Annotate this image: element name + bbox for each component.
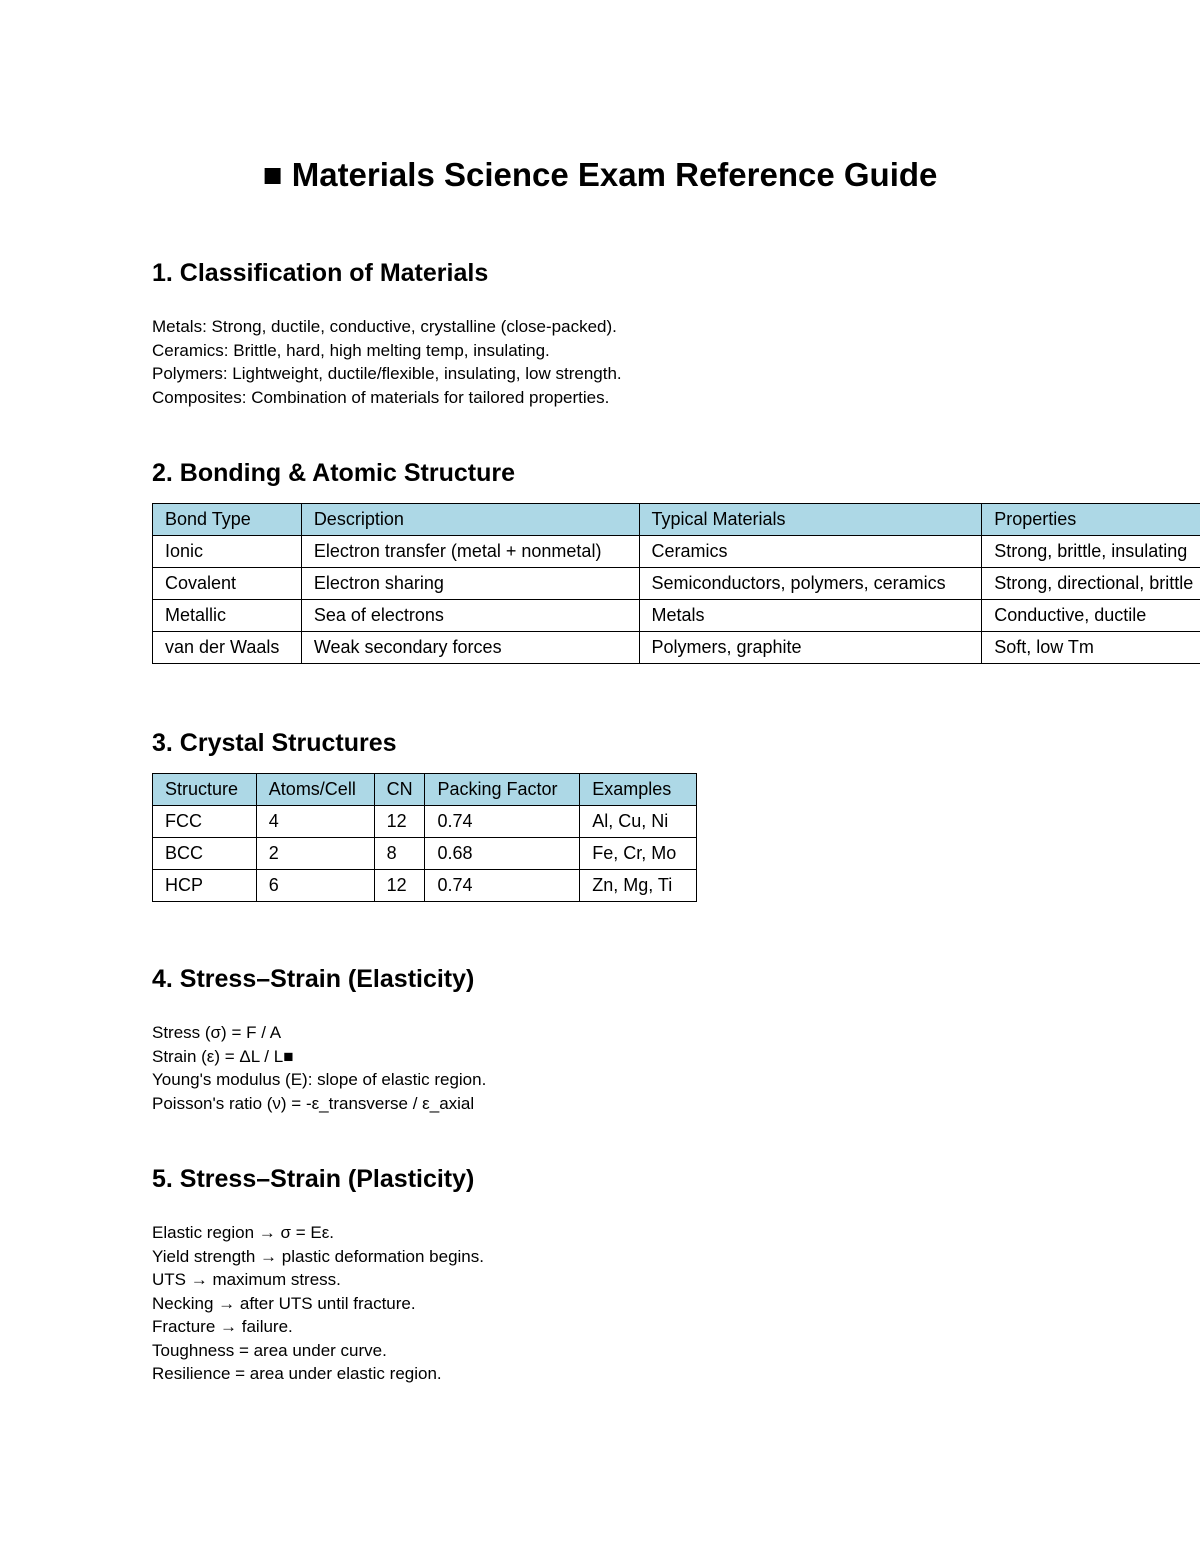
table-header-cell: Packing Factor bbox=[425, 774, 580, 806]
bonding-table bbox=[152, 503, 1200, 664]
plasticity-line: Toughness = area under curve. bbox=[152, 1340, 387, 1360]
elasticity-line: Young's modulus (E): slope of elastic region. bbox=[152, 1070, 487, 1089]
table-cell: Strong, directional, brittle bbox=[982, 568, 1200, 600]
table-cell: van der Waals bbox=[153, 632, 302, 664]
table-cell: Strong, brittle, insulating bbox=[982, 536, 1200, 568]
table-header-cell: Atoms/Cell bbox=[256, 774, 374, 806]
plasticity-line: Yield strength → plastic deformation begins. bbox=[152, 1246, 484, 1266]
section-heading-classification: 1. Classification of Materials bbox=[152, 259, 489, 287]
elasticity-line: Strain (ε) = ΔL / L■ bbox=[152, 1046, 294, 1066]
table-header-cell: Bond Type bbox=[153, 504, 302, 536]
table-cell: Electron sharing bbox=[301, 568, 639, 600]
table-row bbox=[153, 838, 697, 870]
table-header-row bbox=[153, 504, 1200, 536]
plasticity-line: Elastic region → σ = Eε. bbox=[152, 1223, 335, 1242]
table-row bbox=[153, 536, 1200, 568]
page-title: ■ Materials Science Exam Reference Guide bbox=[262, 156, 938, 193]
table-cell: Covalent bbox=[153, 568, 302, 600]
elasticity-line: Poisson's ratio (ν) = -ε_transverse / ε_axial bbox=[152, 1093, 475, 1113]
plasticity-text bbox=[152, 1221, 484, 1386]
classification-line: Ceramics: Brittle, hard, high melting temp, insulating. bbox=[152, 340, 550, 360]
table-row bbox=[153, 600, 1200, 632]
classification-line: Composites: Combination of materials for tailored properties. bbox=[152, 387, 610, 407]
table-header-cell: Typical Materials bbox=[639, 504, 982, 536]
table-cell: Al, Cu, Ni bbox=[580, 806, 697, 838]
table-cell: 0.74 bbox=[425, 806, 580, 838]
elasticity-text bbox=[152, 1021, 486, 1115]
table-row bbox=[153, 870, 697, 902]
elasticity-line: Stress (σ) = F / A bbox=[152, 1023, 282, 1042]
section-heading-crystal: 3. Crystal Structures bbox=[152, 729, 397, 757]
plasticity-line: Fracture → failure. bbox=[152, 1317, 293, 1336]
table-header-cell: Description bbox=[301, 504, 639, 536]
table-cell: Semiconductors, polymers, ceramics bbox=[639, 568, 982, 600]
table-cell: Ionic bbox=[153, 536, 302, 568]
table-cell: Fe, Cr, Mo bbox=[580, 838, 697, 870]
plasticity-line: Resilience = area under elastic region. bbox=[152, 1364, 442, 1383]
table-cell: Sea of electrons bbox=[301, 600, 639, 632]
classification-text bbox=[152, 315, 622, 409]
table-cell: 6 bbox=[256, 870, 374, 902]
table-cell: Ceramics bbox=[639, 536, 982, 568]
section-heading-bonding: 2. Bonding & Atomic Structure bbox=[152, 459, 515, 487]
table-cell: Conductive, ductile bbox=[982, 600, 1200, 632]
crystal-table bbox=[152, 773, 697, 902]
table-cell: Soft, low Tm bbox=[982, 632, 1200, 664]
table-row bbox=[153, 568, 1200, 600]
table-header-cell: CN bbox=[374, 774, 425, 806]
plasticity-line: Necking → after UTS until fracture. bbox=[152, 1293, 416, 1313]
table-cell: Metallic bbox=[153, 600, 302, 632]
table-header-cell: Properties bbox=[982, 504, 1200, 536]
table-header-row bbox=[153, 774, 697, 806]
table-cell: 4 bbox=[256, 806, 374, 838]
table-row bbox=[153, 632, 1200, 664]
plasticity-line: UTS → maximum stress. bbox=[152, 1270, 341, 1289]
section-heading-plasticity: 5. Stress–Strain (Plasticity) bbox=[152, 1165, 475, 1193]
table-cell: Electron transfer (metal + nonmetal) bbox=[301, 536, 639, 568]
table-cell: 12 bbox=[374, 870, 425, 902]
table-cell: 0.68 bbox=[425, 838, 580, 870]
table-row bbox=[153, 806, 697, 838]
table-cell: Zn, Mg, Ti bbox=[580, 870, 697, 902]
table-cell: 2 bbox=[256, 838, 374, 870]
table-cell: BCC bbox=[153, 838, 257, 870]
section-heading-elasticity: 4. Stress–Strain (Elasticity) bbox=[152, 965, 475, 993]
table-cell: Polymers, graphite bbox=[639, 632, 982, 664]
table-cell: HCP bbox=[153, 870, 257, 902]
table-cell: Metals bbox=[639, 600, 982, 632]
classification-line: Polymers: Lightweight, ductile/flexible, insulating, low strength. bbox=[152, 364, 622, 383]
table-cell: 12 bbox=[374, 806, 425, 838]
table-cell: Weak secondary forces bbox=[301, 632, 639, 664]
table-cell: FCC bbox=[153, 806, 257, 838]
table-header-cell: Structure bbox=[153, 774, 257, 806]
table-cell: 8 bbox=[374, 838, 425, 870]
table-header-cell: Examples bbox=[580, 774, 697, 806]
classification-line: Metals: Strong, ductile, conductive, crystalline (close-packed). bbox=[152, 317, 617, 336]
table-cell: 0.74 bbox=[425, 870, 580, 902]
